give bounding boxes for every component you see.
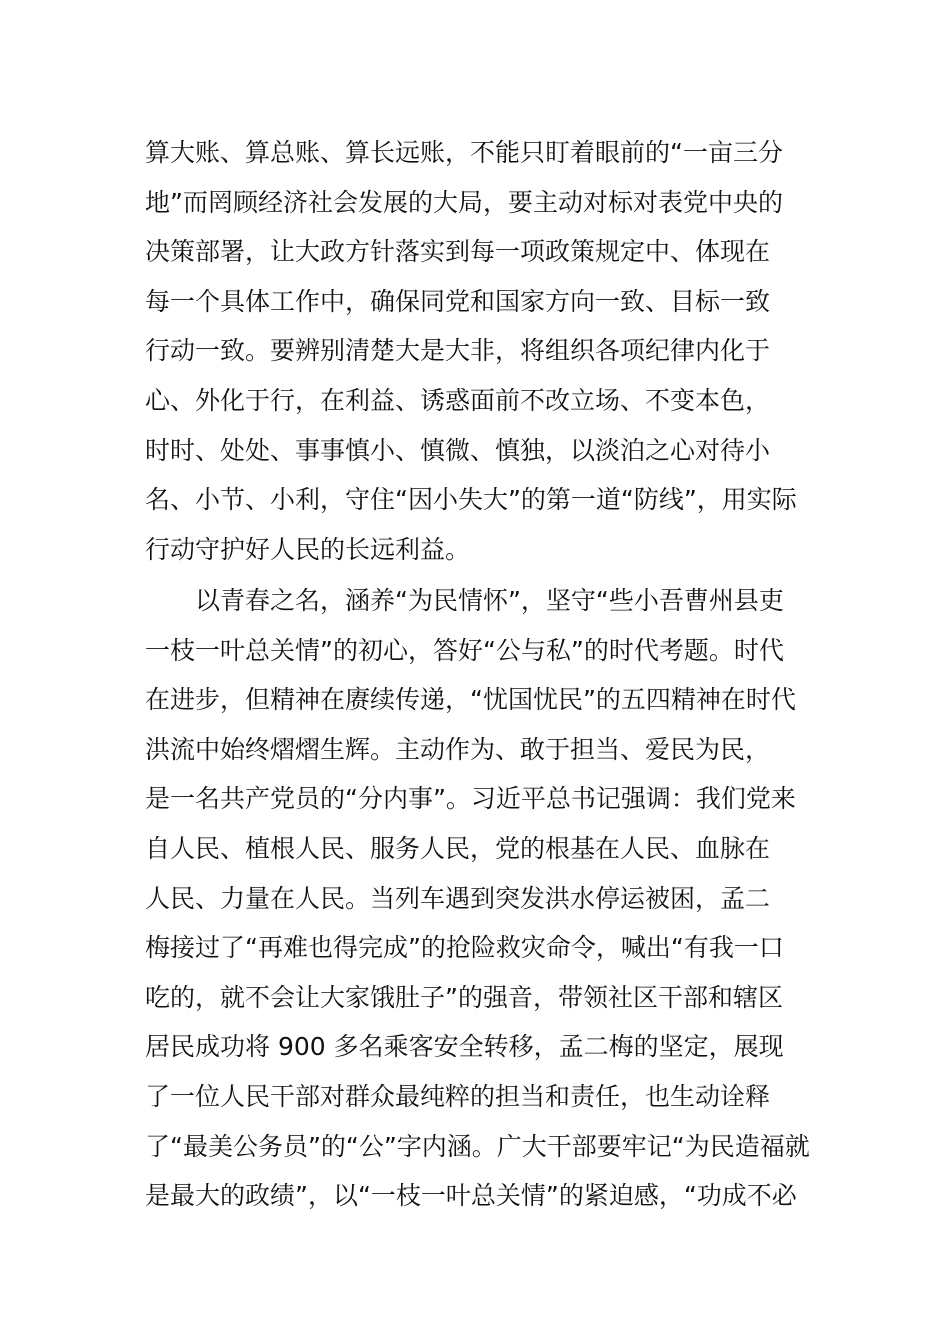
text-line: 在进步，但精神在赓续传递，“忧国忧民”的五四精神在时代: [145, 685, 796, 715]
text-line: 行动守护好人民的长远利益。: [145, 534, 471, 564]
text-line: 心、外化于行，在利益、诱惑面前不改立场、不变本色，: [145, 385, 771, 415]
text-line: 决策部署，让大政方针落实到每一项政策规定中、体现在: [145, 237, 771, 267]
text-line: 梅接过了“再难也得完成”的抢险救灾命令，喊出“有我一口: [145, 933, 784, 963]
text-line: 以青春之名，涵养“为民情怀”，坚守“些小吾曹州县吏: [145, 586, 784, 615]
text-line: 算大账、算总账、算长远账，不能只盯着眼前的“一亩三分: [145, 138, 783, 167]
text-line: 名、小节、小利，守住“因小失大”的第一道“防线”，用实际: [145, 485, 797, 515]
text-line: 时时、处处、事事慎小、慎微、慎独，以淡泊之心对待小: [145, 435, 771, 465]
text-line: 行动一致。要辨别清楚大是大非，将组织各项纪律内化于: [145, 336, 771, 366]
text-line: 洪流中始终熠熠生辉。主动作为、敢于担当、爱民为民，: [145, 734, 771, 764]
paragraph-2: [145, 576, 815, 1221]
text-line: 是最大的政绩”，以“一枝一叶总关情”的紧迫感，“功成不必: [145, 1181, 797, 1211]
text-line: 是一名共产党员的“分内事”。习近平总书记强调：我们党来: [145, 784, 796, 814]
text-line: 一枝一叶总关情”的初心，答好“公与私”的时代考题。时代: [145, 635, 784, 665]
text-line: 居民成功将 900 多名乘客安全转移，孟二梅的坚定，展现: [145, 1032, 784, 1062]
text-line: 吃的，就不会让大家饿肚子”的强音，带领社区干部和辖区: [145, 982, 783, 1012]
text-line: 了一位人民干部对群众最纯粹的担当和责任，也生动诠释: [145, 1081, 771, 1111]
text-line: 地”而罔顾经济社会发展的大局，要主动对标对表党中央的: [145, 187, 783, 217]
text-line: 人民、力量在人民。当列车遇到突发洪水停运被困，孟二: [145, 883, 771, 913]
text-line: 了“最美公务员”的“公”字内涵。广大干部要牢记“为民造福就: [145, 1131, 810, 1161]
text-line: 每一个具体工作中，确保同党和国家方向一致、目标一致: [145, 286, 771, 316]
text-line: 自人民、植根人民、服务人民，党的根基在人民、血脉在: [145, 833, 771, 863]
paragraph-1: [145, 128, 815, 574]
